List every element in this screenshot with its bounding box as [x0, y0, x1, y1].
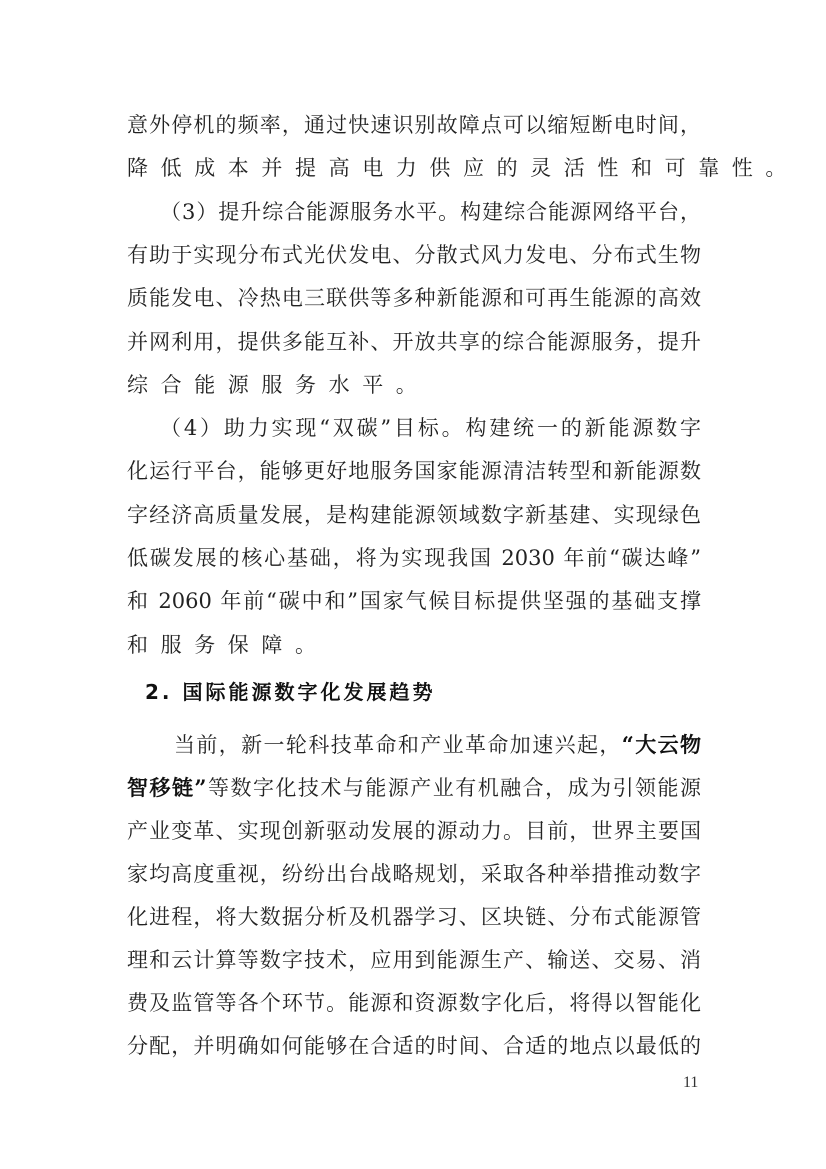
body-text: （4）助力实现“双碳”目标。构建统一的新能源数字 — [160, 416, 701, 441]
body-text: 理和云计算等数字技术，应用到能源生产、输送、交易、消 — [127, 948, 701, 972]
body-text: 费及监管等各个环节。能源和资源数字化后，将得以智能化 — [127, 991, 701, 1015]
body-text: 质能发电、冷热电三联供等多种新能源和可再生能源的高效 — [127, 286, 701, 311]
body-text: 降低成本并提高电力供应的灵活性和可靠性。 — [127, 156, 799, 181]
text-line — [127, 197, 701, 227]
body-text: 和 2060 年前“碳中和”国家气候目标提供坚强的基础支撑 — [127, 589, 701, 614]
text-line — [127, 816, 701, 846]
body-text: 产业变革、实现创新驱动发展的源动力。目前，世界主要国 — [127, 819, 701, 843]
text-line — [127, 730, 701, 760]
body-text: 意外停机的频率，通过快速识别故障点可以缩短断电时间， — [127, 113, 701, 137]
body-text: （3）提升综合能源服务水平。构建综合能源网络平台， — [160, 199, 701, 224]
text-line — [127, 240, 701, 270]
body-text: 家均高度重视，纷纷出台战略规划，采取各种举措推动数字 — [127, 862, 701, 886]
text-line — [127, 283, 701, 313]
body-text: 当前，新一轮科技革命和产业革命加速兴起， — [174, 733, 622, 757]
page-number: 11 — [683, 1074, 699, 1091]
body-text: 化进程，将大数据分析及机器学习、区块链、分布式能源管 — [127, 905, 701, 929]
bold-text: “大云物 — [621, 732, 701, 757]
body-text: 等数字化技术与能源产业有机融合，成为引领能源 — [206, 776, 701, 800]
text-line — [127, 1031, 701, 1061]
text-line — [127, 988, 701, 1018]
body-text: 分配，并明确如何能够在合适的时间、合适的地点以最低的 — [127, 1034, 701, 1058]
bold-text: 智移链” — [127, 775, 207, 800]
text-line — [127, 543, 701, 573]
body-text: 字经济高质量发展，是构建能源领域数字新基建、实现绿色 — [127, 502, 701, 527]
text-line — [127, 945, 701, 975]
text-line — [127, 902, 701, 932]
text-line — [127, 327, 701, 357]
text-line — [127, 153, 799, 183]
body-text: 综合能源服务水平。 — [127, 372, 430, 397]
text-line — [127, 630, 701, 660]
text-line — [127, 500, 701, 530]
body-text: 有助于实现分布式光伏发电、分散式风力发电、分布式生物 — [127, 242, 701, 267]
text-line — [127, 586, 701, 616]
body-text: 低碳发展的核心基础，将为实现我国 2030 年前“碳达峰” — [127, 546, 701, 570]
section-heading: 2. 国际能源数字化发展趋势 — [145, 680, 436, 704]
body-text: 和服务保障。 — [127, 632, 329, 657]
text-line — [127, 370, 701, 400]
body-text: 并网利用，提供多能互补、开放共享的综合能源服务，提升 — [127, 329, 701, 354]
text-line — [127, 773, 701, 803]
body-text: 化运行平台，能够更好地服务国家能源清洁转型和新能源数 — [127, 459, 701, 484]
text-line — [127, 110, 701, 140]
text-line — [127, 413, 701, 443]
text-line — [127, 456, 701, 486]
text-line — [127, 859, 701, 889]
